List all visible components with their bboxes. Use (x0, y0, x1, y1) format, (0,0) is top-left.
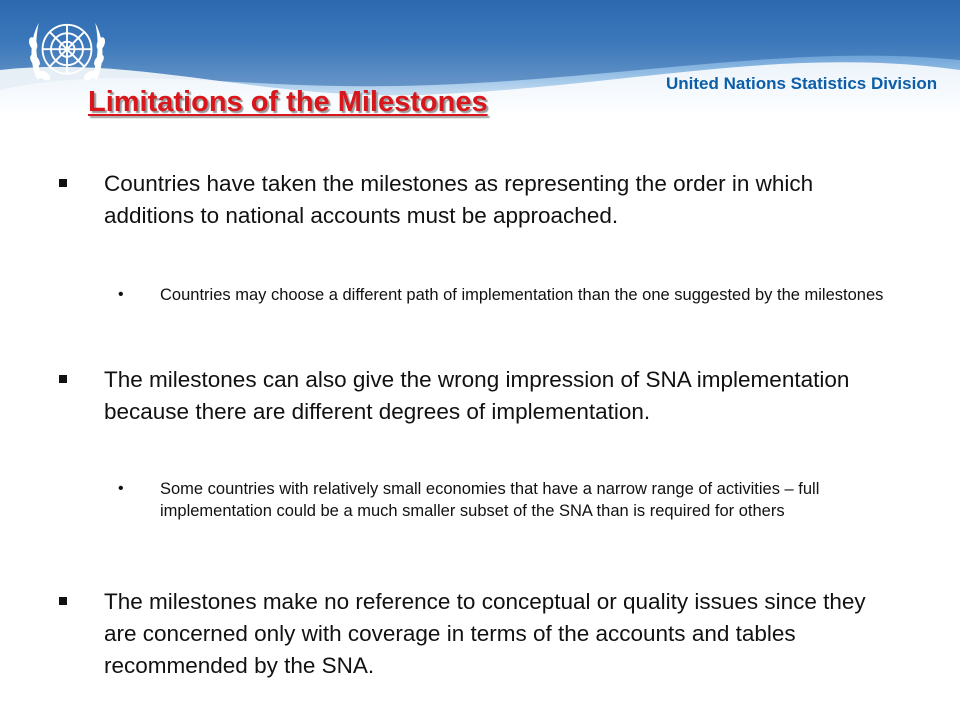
square-bullet-icon (56, 594, 70, 608)
bullet-item: The milestones make no reference to conceptual or quality issues since they are concerned only with coverage in terms of the accounts and tables recommended by the SNA. (104, 589, 866, 678)
dot-bullet-icon: • (118, 286, 124, 303)
bullet-item: The milestones can also give the wrong impression of SNA implementation because there are different degrees of implementation. (104, 367, 850, 424)
organization-name: United Nations Statistics Division (666, 74, 938, 93)
square-bullet-icon (56, 372, 70, 386)
sub-bullet-item: Countries may choose a different path of implementation than the one suggested by the milestones (160, 286, 884, 304)
dot-bullet-icon: • (118, 480, 124, 497)
slide-title: Limitations of the Milestones (88, 86, 488, 118)
bullet-item: Countries have taken the milestones as representing the order in which additions to national accounts must be approached. (104, 171, 814, 228)
sub-bullet-item: Some countries with relatively small economies that have a narrow range of activities – full implementation could be a much smaller subset of the SNA than is required for others (160, 480, 820, 520)
square-bullet-icon (56, 176, 70, 190)
